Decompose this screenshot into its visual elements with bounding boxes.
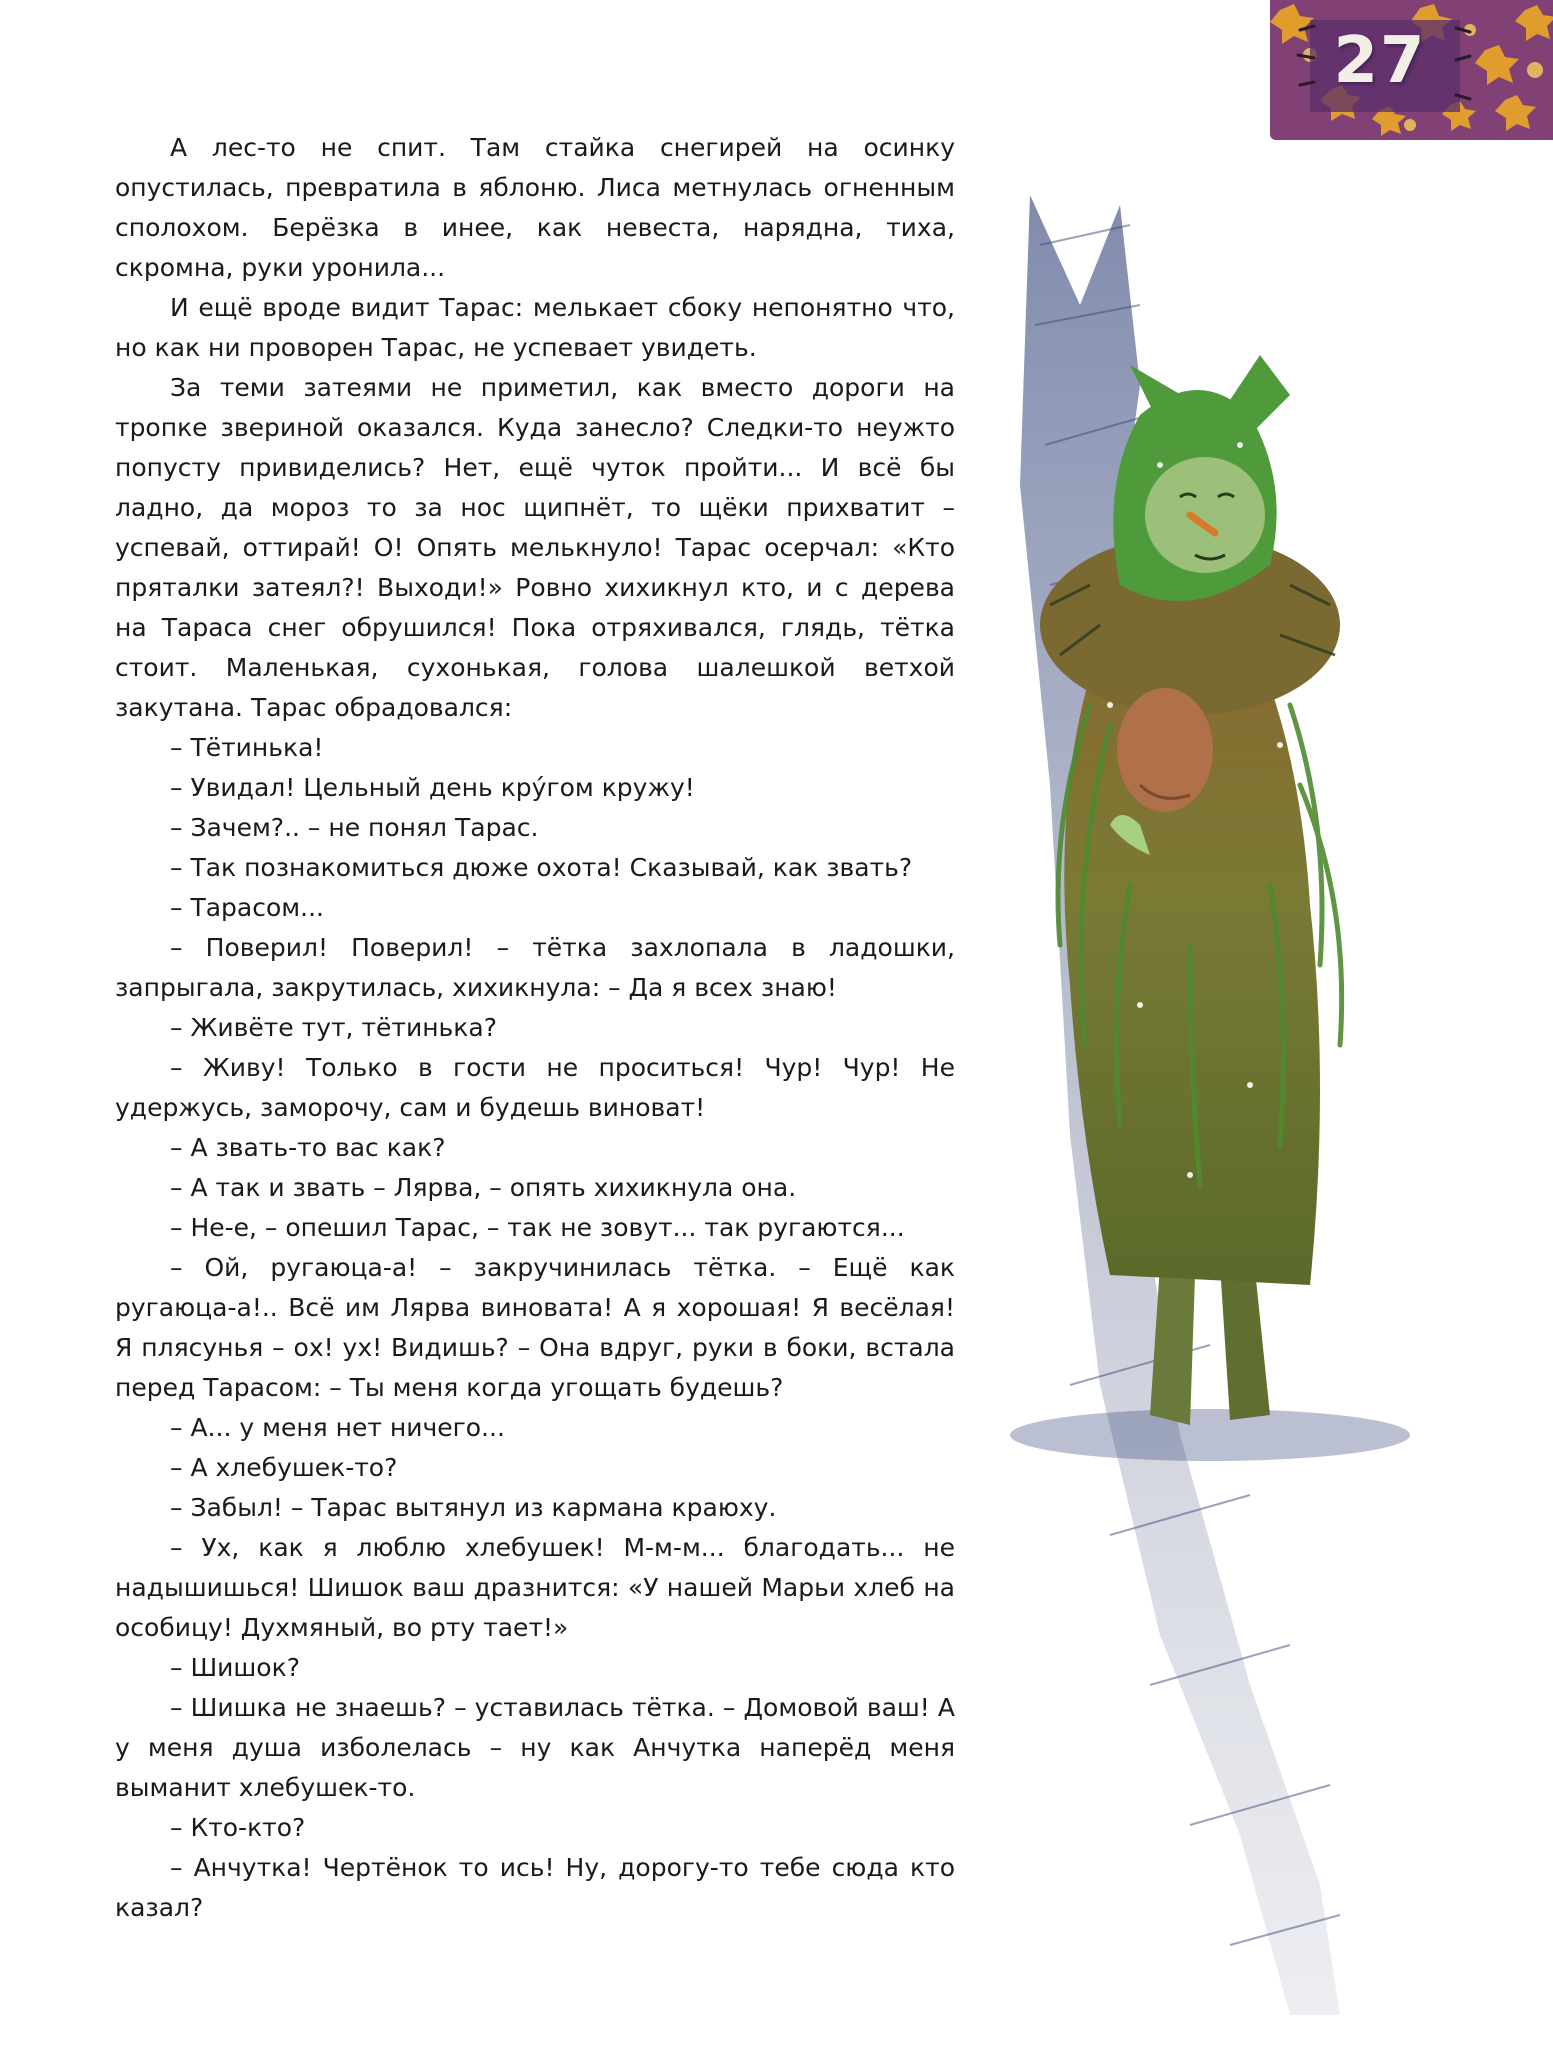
dialogue-line: – Забыл! – Тарас вытянул из кармана краюху. [170,1493,777,1522]
page-number: 27 [1333,24,1427,98]
paragraph: И ещё вроде видит Тарас: мелькает сбоку непонятно что, но как ни проворен Тарас, не успевает увидеть. [115,293,955,362]
page-number-badge [1270,0,1553,140]
dialogue-line: – Кто-кто? [170,1813,306,1842]
goblin-woman-drawing [990,185,1530,2025]
dialogue-line: – Шишка не знаешь? – уставилась тётка. – Домовой ваш! А у меня душа изболелась – ну как Анчутка наперёд меня выманит хлебушек-то. [115,1693,955,1802]
dialogue-line: – Тарасом... [170,893,324,922]
paragraph: А лес-то не спит. Там стайка снегирей на осинку опустилась, превратила в яблоню. Лиса метнулась огненным сполохом. Берёзка в инее, как невеста, нарядна, тиха, скромна, руки уронила... [115,133,955,282]
dialogue-line: – Так познакомиться дюже охота! Сказывай, как звать? [170,853,913,882]
dialogue-line: – Увидал! Цельный день кру́гом кружу! [170,773,695,802]
dialogue-line: – Живу! Только в гости не проситься! Чур! Чур! Не удержусь, заморочу, сам и будешь виноват! [115,1053,955,1122]
story-text [115,128,955,1928]
dialogue-line: – А хлебушек-то? [170,1453,398,1482]
dialogue-line: – Не-е, – опешил Тарас, – так не зовут... так ругаются... [170,1213,905,1242]
dialogue-line: – Шишок? [170,1653,300,1682]
dialogue-line: – Ух, как я люблю хлебушек! М-м-м... благодать... не надышишься! Шишок ваш дразнится: «У нашей Марьи хлеб на особицу! Духмяный, во рту тает!» [115,1533,955,1642]
dialogue-line: – Ой, ругаюца-а! – закручинилась тётка. – Ещё как ругаюца-а!.. Всё им Лярва виновата! А я хорошая! Я весёлая! Я плясунья – ох! ух! Видишь? – Она вдруг, руки в боки, встала перед Тарасом: – Ты меня когда угощать будешь? [115,1253,955,1402]
dialogue-line: – Поверил! Поверил! – тётка захлопала в ладошки, запрыгала, закрутилась, хихикнула: – Да я всех знаю! [115,933,955,1002]
dialogue-line: – А... у меня нет ничего... [170,1413,505,1442]
dialogue-line: – Анчутка! Чертёнок то ись! Ну, дорогу-то тебе сюда кто казал? [115,1853,955,1922]
dialogue-line: – А звать-то вас как? [170,1133,446,1162]
dialogue-line: – Живёте тут, тётинька? [170,1013,497,1042]
lyarva-illustration [990,185,1530,2025]
dialogue-line: – Зачем?.. – не понял Тарас. [170,813,539,842]
dialogue-line: – Тётинька! [170,733,324,762]
dialogue-line: – А так и звать – Лярва, – опять хихикнула она. [170,1173,797,1202]
paragraph: За теми затеями не приметил, как вместо дороги на тропке звериной оказался. Куда занесло? Следки-то неужто попусту привиделись? Нет, ещё чуток пройти... И всё бы ладно, да мороз то за нос щипнёт, то щёки прихватит – успевай, оттирай! О! Опять мелькнуло! Тарас осерчал: «Кто пряталки затеял?! Выходи!» Ровно хихикнул кто, и с дерева на Тараса снег обрушился! Пока отряхивался, глядь, тётка стоит. Маленькая, сухонькая, голова шалешкой ветхой закутана. Тарас обрадовался: [115,373,955,722]
